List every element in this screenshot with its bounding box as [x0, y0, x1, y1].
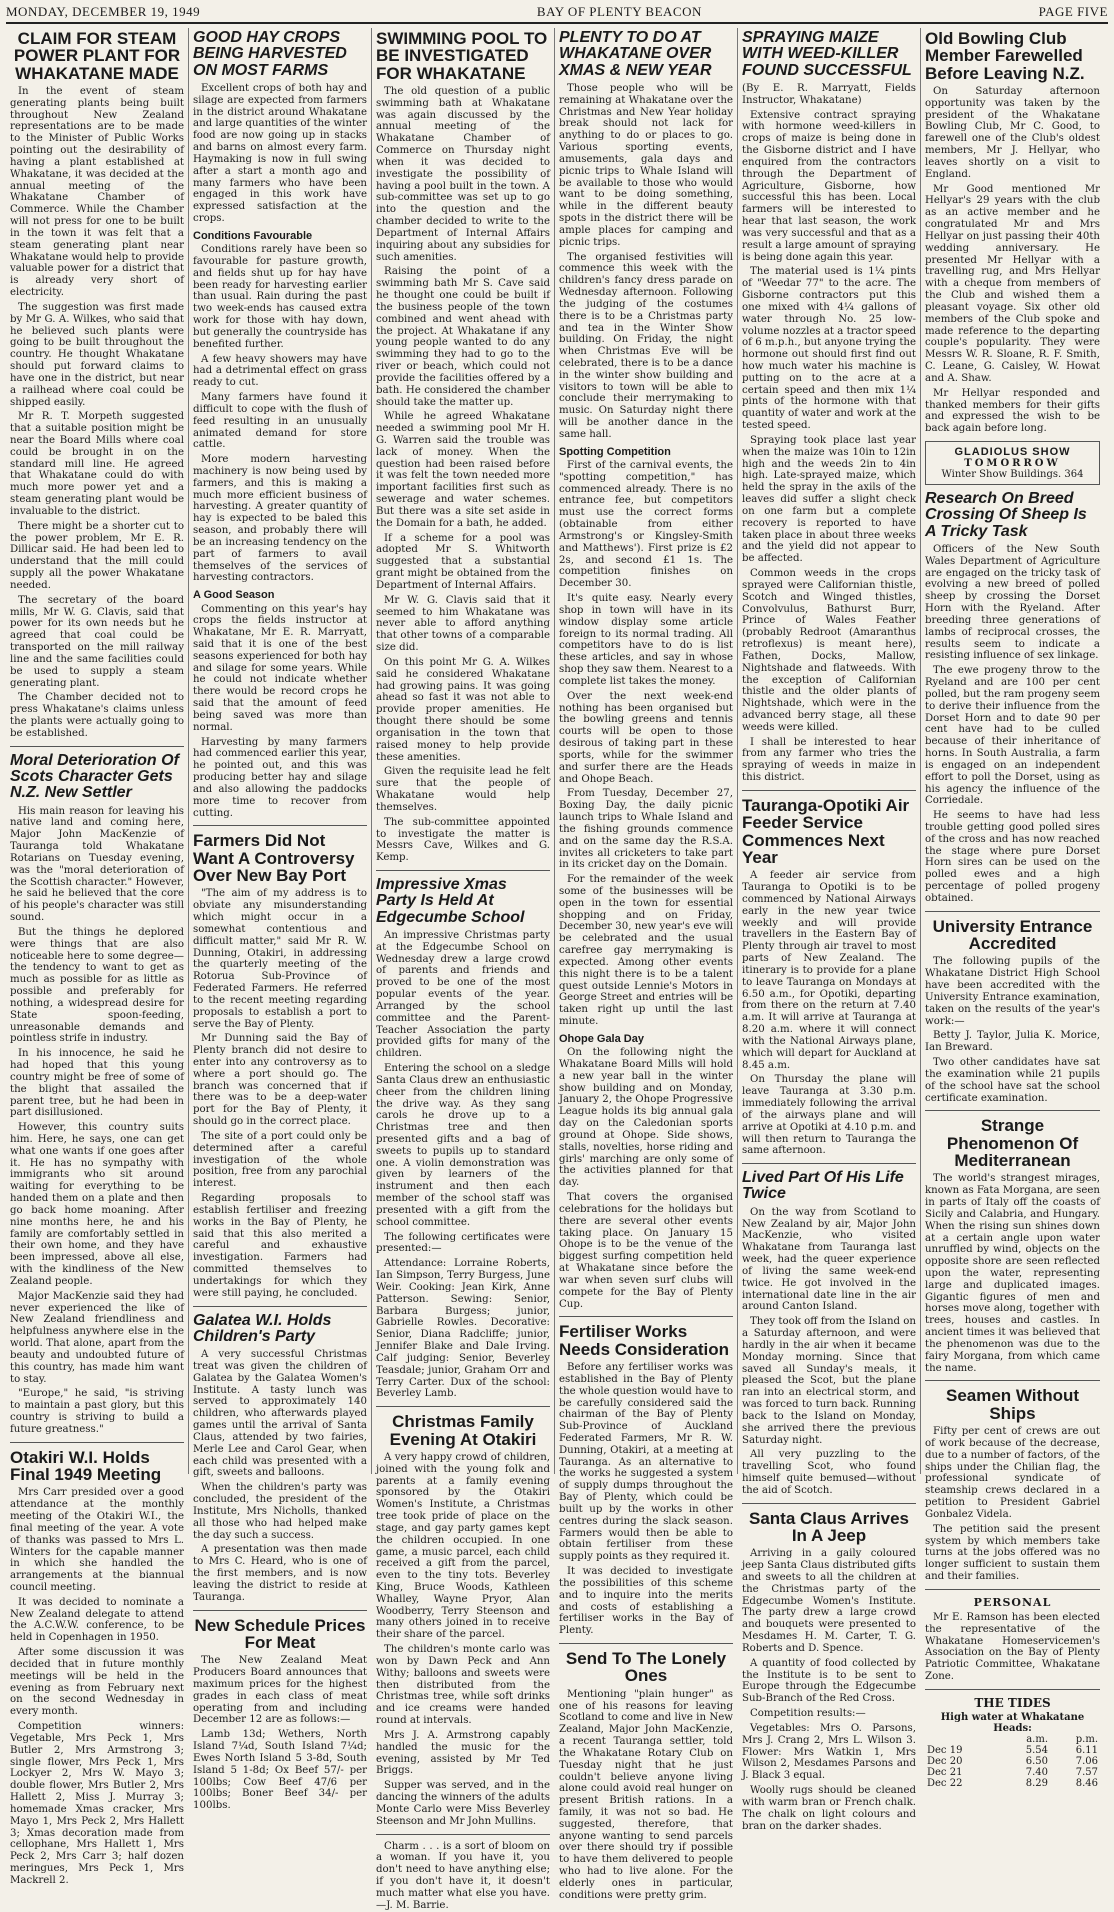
divider: [742, 1503, 916, 1504]
paragraph: The secretary of the board mills, Mr W. G. Clavis, said that power for its own needs but he agreed that coal could be transported on the mill railway line and the same facilities could be used to supply a steam generating plant.: [10, 594, 184, 689]
paragraph: Common weeds in the crops sprayed were Californian thistle, Scotch and Winged thistles, Convolvulus, Bathurst Burr, Prince of Wales Feather (probably Redroot (Amaranthus retroflexus) is meant here), Fathen, Docks, Mallow, Nightshade and flatweeds. With the exception of Californian thistle and the older plants of Nightshade, which were in the advanced berry stage, all these weeds were killed.: [742, 568, 916, 733]
paragraph: Harvesting by many farmers had commenced earlier this year, he pointed out, and this was producing better hay and silage and also allowing the paddocks more time to recover from cutting.: [193, 736, 367, 819]
paragraph: His main reason for leaving his native land and coming here, Major John MacKenzie of Tauranga told Whakatane Rotarians on Tuesday evening, was the "moral deterioration of the Scottish character." However, he said he believed that the core of his people's character was still sound.: [10, 805, 184, 924]
paragraph: The following pupils of the Whakatane District High School have been accredited with the University Entrance examination, taken on the results of the year's work:—: [925, 956, 1100, 1027]
divider: [193, 1610, 367, 1611]
tide-pm: 6.11: [1075, 1744, 1098, 1756]
paragraph: From Tuesday, December 27, Boxing Day, the daily picnic launch trips to Whale Island and the fishing grounds commence and on the same day the R.S.A. invites all cricketers to take part in its cricket day on the Domain.: [559, 788, 733, 871]
paragraph: Mr W. G. Clavis said that it seemed to him Whakatane was never able to afford anything that other towns of a comparable size did.: [376, 594, 550, 654]
gladiolus-show-notice: [925, 441, 1100, 485]
paragraph: Mr Good mentioned Mr Hellyar's 29 years with the club as an active member and he congratulated Mr and Mrs Hellyar on just passing their 40th wedding anniversary. He presented Mr Hellyar with a travelling rug, and Mrs Hellyar with a cheque from members of the Club and wished them a pleasant voyage. Six other old members of the Club spoke and made reference to the departing couple's popularity. They were Messrs W. R. Sloane, R. F. Smith, C. Leane, G. Caisley, W. Howat and A. Shaw.: [925, 183, 1100, 384]
article-otakiri-wi: [10, 1449, 184, 1887]
paragraph: They took off from the Island on a Saturday afternoon, and were hardly in the air when it became Monday morning. Since that saved all Sunday's meals, it pleased the Scot, but the plane ran into an electrical storm, and was forced to turn back. Running back to the Island on Monday, she arrived there the previous Saturday night.: [742, 1316, 916, 1446]
paragraph: If a scheme for a pool was adopted Mr S. Whitworth suggested that a substantial grant might be obtained from the Department of Internal Affairs.: [376, 532, 550, 591]
article-edgecumbe-party: [376, 877, 550, 1400]
headline: Lived Part Of His Life Twice: [742, 1169, 904, 1203]
headline: Fertiliser Works Needs Consideration: [559, 1322, 730, 1359]
article-plenty-to-do: [559, 30, 733, 1310]
article-steam-power: [10, 30, 184, 740]
masthead: [6, 2, 1108, 24]
paragraph: Mr Hellyar responded and thanked members for their gifts and expressed the wish to be back again before long.: [925, 387, 1100, 435]
paragraph: On the following night the Whakatane Board Mills will hold a new year ball in the winter show building and on Monday, January 2, the Ohope Progressive League holds its big annual gala day on the Caledonian sports ground at Ohope. Side shows, stalls, novelties, horse riding and girls' marching are only some of the activities planned for that day.: [559, 1047, 733, 1189]
tide-pm: 8.46: [1075, 1777, 1098, 1789]
paragraph: Competition results:—: [750, 1708, 866, 1720]
paragraph: In the event of steam generating plants being built throughout New Zealand representations are to be made to the Minister of Public Works pointing out the desirability of having a plant established at Whakatane, it was decided at the annual meeting of the Whakatane Chamber of Commerce. While the Chamber will not press for one to be built in the town it was felt that a steam generating plant near Whakatane would help to provide valuable power for a district that is already very short of electricity.: [10, 85, 184, 299]
headline: Old Bowling Club Member Farewelled Before Leaving N.Z.: [925, 29, 1085, 83]
table-row: [925, 1767, 1100, 1778]
headline: Tauranga-Opotiki Air Feeder Service Commences Next Year: [742, 795, 910, 867]
paragraph: On the way from Scotland to New Zealand by air, Major John MacKenzie, who visited Whakatane from Tauranga last week, had the queer experience of living the same week-end twice. He got involved in the international date line in the air around Canton Island.: [742, 1206, 916, 1313]
article-mirage: [925, 1117, 1100, 1374]
paragraph: The petition said the present system by which members take turns at the jobs offered was no longer sufficient to sustain them and their families.: [925, 1523, 1100, 1583]
paper-name: BAY OF PLENTY BEACON: [536, 4, 702, 19]
paragraph: It was decided to nominate a New Zealand delegate to attend the A.C.W.W. conference, to be held in Copenhagen in 1950.: [10, 1596, 184, 1644]
paragraph: He seems to have had less trouble getting good polled sires of the cross and has now reached the stage where pure Dorset Horn sires can be used on the polled ewes and a high percentage of polled progeny obtained.: [925, 810, 1100, 904]
headline: Send To The Lonely Ones: [565, 1649, 727, 1686]
paragraph: Mr R. T. Morpeth suggested that a suitable position might be near the Board Mills where coal could be brought in on the standard mill line. He agreed that Whakatane could do with much more power yet and a steam generating plant would be invaluable to the district.: [10, 411, 184, 517]
paragraph: The New Zealand Meat Producers Board announces that maximum prices for the highest grades in each class of meat operating from and including December 12 are as follows:—: [193, 1655, 367, 1726]
column-3: [372, 28, 555, 1911]
column-4: [555, 28, 738, 1901]
headline: New Schedule Prices For Meat: [194, 1615, 366, 1652]
paragraph: On this point Mr G. A. Wilkes said he considered Whakatane had growing pains. It was going ahead so fast it was not able to provide proper amenities. He thought there should be some organisation in the town that raised money to help provide these amenities.: [376, 656, 550, 763]
headline: Galatea W.I. Holds Children's Party: [193, 1311, 332, 1345]
column-5: [738, 28, 921, 1832]
paragraph: First of the carnival events, the "spotting competition," has commenced already. There is no entrance fee, but competitors must use the correct forms (obtainable from either Armstrong's or Kingsley-Smith and Matthews'). First prize is £2 2s, and second £1 1s. The competition finishes on December 30.: [559, 460, 733, 590]
headline: Christmas Family Evening At Otakiri: [389, 1412, 537, 1449]
paragraph: Commenting on this year's hay crops the fields instructor at Whakatane, Mr E. R. Marryatt, said that it is one of the best seasons experienced for both hay and silage for some years. While he could not indicate whether there would be record crops he said that the amount of feed being saved was more than normal.: [193, 603, 367, 733]
headline: Strange Phenomenon Of Mediterranean: [946, 1116, 1079, 1171]
divider: [925, 1110, 1100, 1111]
paragraph: In his innocence, he said he had hoped that this young country might be free of some of the blight that assailed the parent tree, but he had been in part disillusioned.: [10, 1048, 184, 1119]
headline: SPRAYING MAIZE WITH WEED-KILLER FOUND SUCCESSFUL: [742, 29, 912, 79]
paragraph: A very successful Christmas treat was given the children of Galatea by the Galatea Women's Institute. A tasty lunch was served to approximately 140 children, who afterwards played games until the arrival of Santa Claus, attended by two fairies, Merle Lee and Carol Gear, when each child was presented with a gift, sweets and balloons.: [193, 1349, 367, 1479]
divider: [925, 911, 1100, 912]
paragraph: However, this country suits him. Here, he says, one can get what one wants if one goes after it. He has no sympathy with immigrants who sit around waiting for everything to be handed them on a plate and then go back home moaning. After nine months here, he and his family are comfortably settled in their own home, and they have been impressed, above all else, with the kindliness of the New Zealand people.: [10, 1122, 184, 1287]
paragraph: Mentioning "plain hunger" as one of his reasons for leaving Scotland to come and live in New Zealand, Major John MacKenzie, a recent Tauranga settler, told the Whakatane Rotary Club on Tuesday night that he just couldn't believe anyone living alone could avoid real hunger on present British rations. In a family, it was not so bad. He suggested, therefore, that anyone wanting to send parcels over there should try if possible to have them delivered to people who had to live alone. For the elderly ones in particular, conditions were pretty grim.: [559, 1688, 733, 1901]
notice-when: TOMORROW: [964, 458, 1061, 469]
divider: [925, 1380, 1100, 1381]
tide-am: 8.29: [1025, 1777, 1049, 1789]
tide-pm: 7.06: [1075, 1755, 1098, 1767]
divider: [10, 1442, 184, 1443]
article-air-service: [742, 797, 916, 1157]
divider: [376, 1834, 550, 1835]
paragraph: Vegetables: Mrs O. Parsons, Mrs J. Crang 2, Mrs L. Wilson 3. Flower: Mrs Watkin 1, Mrs Wilson 2, Mesdames Parsons and J. Black 3 equal.: [742, 1722, 916, 1782]
subheading: Conditions Favourable: [193, 229, 313, 242]
am-header: a.m.: [1026, 1733, 1049, 1745]
notice-title: GLADIOLUS SHOW: [954, 446, 1071, 458]
tides-header: [925, 1734, 1100, 1745]
paragraph: Lamb 13d; Wethers, North Island 7¼d, South Island 7¼d; Ewes North Island 5 3-8d, South Island 5 1-8d; Ox Beef 57/- per 100lbs; Cow Beef 47/6 per 100lbs; Boner Beef 34/- per 100lbs.: [193, 1729, 367, 1812]
tides-note: High water at Whakatane Heads:: [940, 1711, 1085, 1734]
divider: [742, 1163, 916, 1164]
headline: Farmers Did Not Want A Controversy Over New Bay Port: [193, 831, 355, 886]
headline: Otakiri W.I. Holds Final 1949 Meeting: [10, 1447, 162, 1485]
article-otakiri-evening: [376, 1413, 550, 1911]
article-lived-twice: [742, 1170, 916, 1497]
article-spraying-maize: [742, 30, 916, 784]
tide-pm: 7.57: [1075, 1766, 1098, 1778]
article-santa-jeep: [742, 1510, 916, 1833]
paragraph: Two other candidates have sat the examination while 21 pupils of the school have sat the school certificate examination.: [925, 1057, 1100, 1104]
headline: CLAIM FOR STEAM POWER PLANT FOR WHAKATANE MADE: [13, 29, 181, 83]
paragraph: The following certificates were presented:—: [376, 1231, 550, 1255]
paragraph: For the remainder of the week some of the businesses will be open in the town for essential shopping and on Friday, December 30, new year's eve will be celebrated and the usual carefree gay merrymaking is expected. Among other events this night there is to be a talent quest outside Lennie's Motors in George Street and entries will be taken right up until the last minute.: [559, 874, 733, 1028]
tide-am: 7.40: [1025, 1766, 1049, 1778]
subheading: Spotting Competition: [559, 445, 671, 458]
quote-filler: Charm . . . is a sort of bloom on a woman. If you have it, you don't need to have anything else; if you don't have it, it doesn't much matter what else you have.—J. M. Barrie.: [376, 1840, 550, 1911]
tides-table: [925, 1696, 1100, 1789]
paragraph: That covers the organised celebrations for the holidays but there are several other events taking place. On January 15 Ohope is to be the venue of the biggest surfing competition held at Whakatane since before the war when seven surf clubs will compete for the Bay of Plenty Cup.: [559, 1192, 733, 1310]
tide-am: 5.54: [1025, 1744, 1049, 1756]
paragraph: Major MacKenzie said they had never experienced the like of New Zealand friendliness and helpfulness anywhere else in the world. That alone, apart from the beauty and undoubted future of this country, has made him want to stay.: [10, 1290, 184, 1385]
paragraph: Many farmers have found it difficult to cope with the flush of feed resulting in an unusually animated demand for store cattle.: [193, 392, 367, 451]
issue-date: MONDAY, DECEMBER 19, 1949: [6, 4, 201, 19]
article-fertiliser-works: [559, 1323, 733, 1637]
article-bowling-club: [925, 30, 1100, 435]
paragraph: The children's monte carlo was won by Dawn Peck and Ann Withy; balloons and sweets were then distributed from the Christmas tree, while soft drinks and ice creams were handed round at intervals.: [376, 1644, 550, 1727]
page-number: PAGE FIVE: [1038, 4, 1108, 19]
filler-tip: Woolly rugs should be cleaned with warm bran or French chalk. The chalk on light colours and bran on the darker shades.: [742, 1785, 916, 1832]
paragraph: Mrs Carr presided over a good attendance at the monthly meeting of the Otakiri W.I., the final meeting of the year. A vote of thanks was passed to Mrs L. Winters for the capable manner in which she handled the arrangements at the biannual council meeting.: [10, 1487, 184, 1593]
paragraph: The old question of a public swimming bath at Whakatane was again discussed by the annual meeting of the Whakatane Chamber of Commerce on Thursday night when it was decided to investigate the possibility of having a pool built in the town. A sub-committee was set up to go into the question and the chamber decided to write to the Department of Internal Affairs inquiring about any subsidies for such amenities.: [376, 85, 550, 263]
paragraph: The material used is 1¼ pints of "Weedar 77" to the acre. The Gisborne contractors put this one mixed with 4¼ gallons of water through No. 25 low-volume nozzles at a tractor speed of 6 m.p.h., but anyone trying the hormone out should first find out how much water his machine is putting on to the acre at a certain speed and then mix 1¼ pints of the hormone with that quantity of water and work at the tested speed.: [742, 266, 916, 432]
tide-date: Dec 21: [927, 1766, 963, 1778]
divider: [193, 825, 367, 826]
article-bay-port: [193, 832, 367, 1299]
paragraph: Those people who will be remaining at Whakatane over the Christmas and New Year holiday break should not lack for anything to do or places to go. Various sporting events, amusements, gala days and picnic trips to Whale Island will be available to those who would want to be doing something, while in the different beauty spots in the district there will be ample places for camping and picnic trips.: [559, 82, 733, 248]
tides-grid: [925, 1734, 1100, 1789]
divider: [925, 1689, 1100, 1690]
headline: Impressive Xmas Party Is Held At Edgecumbe School: [376, 875, 525, 926]
article-sheep-breeding: [925, 491, 1100, 905]
paragraph: Excellent crops of both hay and silage are expected from farmers in the district around Whakatane and large quantities of the winter food are now going up in stacks and barns on almost every farm. Haymaking is now in full swing after a start a month ago and many farmers who have been engaged in this work have expressed satisfaction at the crops.: [193, 82, 367, 225]
paragraph: Raising the point of a swimming bath Mr S. Cave said he thought one could be built if the business people of the town combined and went ahead with the project. At Whakatane if any young people wanted to do any swimming they had to go to the river or beach, which could not provide the facilities offered by a bath. He considered the chamber should take the matter up.: [376, 266, 550, 408]
article-hay-crops: [193, 30, 367, 819]
headline: University Entrance Accredited: [932, 916, 1093, 954]
headline: Santa Claus Arrives In A Jeep: [749, 1508, 909, 1545]
paragraph: The Chamber decided not to press Whakatane's claims unless the plants were actually going to be established.: [10, 692, 184, 739]
tides-title: THE TIDES: [974, 1695, 1051, 1710]
headline: GOOD HAY CROPS BEING HARVESTED ON MOST FARMS: [193, 29, 347, 79]
article-galatea-wi: [193, 1313, 367, 1604]
paragraph: Conditions rarely have been so favourable for pasture growth, and fields shut up for hay have been ready for harvesting earlier than usual. Rain during the past two week-ends has caused extra work for those with hay down, but generally the countryside has benefited further.: [193, 244, 367, 350]
paragraph: Mrs J. A. Armstrong capably handled the music for the evening, assisted by Mr Ted Briggs.: [376, 1729, 550, 1777]
article-moral-deterioration: [10, 753, 184, 1436]
paragraph: Betty J. Taylor, Julia K. Morice, Ian Breward.: [925, 1030, 1100, 1054]
divider: [376, 870, 550, 871]
paragraph: An impressive Christmas party at the Edgecumbe School on Wednesday drew a large crowd of parents and friends and proved to be one of the most popular events of the year. Arranged by the school committee and the Parent-Teacher Association the party provided gifts for many of the children.: [376, 929, 550, 1060]
paragraph: Arriving in a gaily coloured jeep Santa Claus distributed gifts and sweets to all the children at the Christmas party of the Edgecumbe Women's Institute. The party drew a large crowd and bouquets were presented to Mesdames H. M. Carter, T. G. Roberts and D. Spence.: [742, 1548, 916, 1654]
column-6: [921, 28, 1104, 1789]
divider: [193, 1306, 367, 1307]
tide-date: Dec 22: [927, 1777, 963, 1789]
divider: [925, 1589, 1100, 1590]
paragraph: When the children's party was concluded, the president of the Institute, Mrs Nicholls, thanked all those who had helped make the day such a success.: [193, 1482, 367, 1541]
paragraph: More modern harvesting machinery is now being used by farmers, and this is making a much more efficient business of harvesting. A greater quantity of hay is expected to be baled this season, and probably there will be an increasing tendency on the part of farmers to avail themselves of the services of harvesting contractors.: [193, 454, 367, 584]
paragraph: Mr Dunning said the Bay of Plenty branch did not desire to enter into any controversy as to where a port should go. The branch was concerned that if there was to be a deep-water port for the Bay of Plenty, it should go in the correct place.: [193, 1033, 367, 1128]
personal-section: [925, 1596, 1100, 1683]
paragraph: The site of a port could only be determined after a careful investigation of the whole position, free from any parochial interest.: [193, 1130, 367, 1190]
paragraph: While he agreed Whakatane needed a swimming pool Mr H. G. Warren said the trouble was lack of money. When the question had been raised before it was felt the town needed more important facilities first such as sewerage and water schemes. But there was a site set aside in the Domain for a bath, he added.: [376, 411, 550, 529]
paragraph: After some discussion it was decided that in future monthly meetings will be held in the evening as from February next on the second Wednesday in every month.: [10, 1647, 184, 1718]
divider: [376, 1406, 550, 1407]
paragraph: I shall be interested to hear from any farmer who tries the spraying of weeds in maize in this district.: [742, 736, 916, 784]
tide-am: 6.50: [1025, 1755, 1049, 1767]
paragraph: The ewe progeny throw to the Ryeland and are 100 per cent polled, but the ram progeny seem to derive their influence from the Dorset Horn and to date 90 per cent have had to be culled because of their inheritance of horns. In South Australia, a farm is engaged on an independent effort to poll the Dorset, using as his agency the influence of the Corriedale.: [925, 665, 1100, 807]
paragraph: Over the next week-end nothing has been organised but the bowling greens and tennis courts will be open to those desirous of taking part in these sports, while for the swimmer and surfer there are the Heads and Ohope Beach.: [559, 690, 733, 785]
paragraph: Competition winners: Vegetable, Mrs Peck 1, Mrs Butler 2, Mrs Armstrong 3; single flower, Mrs Peck 1, Mrs Lockyer 2, Mrs W. Mayo 3; double flower, Mrs Butler 2, Mrs Hallett 2, Miss J. Murray 3; homemade Xmas cracker, Mrs Mayo 1, Mrs Peck 2, Mrs Hallett 3; Xmas decoration made from cellophane, Mrs Hallett 1, Mrs Peck 2, Mrs Carr 3; half dozen meringues, Mrs Peck 1, Mrs Mackrell 2.: [10, 1721, 184, 1886]
table-row: [925, 1745, 1100, 1756]
tide-date: Dec 19: [927, 1744, 963, 1756]
column-1: [6, 28, 189, 1886]
subheading: A Good Season: [193, 589, 275, 602]
headline: Seamen Without Ships: [945, 1386, 1080, 1423]
pm-header: p.m.: [1075, 1733, 1098, 1745]
headline: Research On Breed Crossing Of Sheep Is A Tricky Task: [925, 490, 1087, 540]
paragraph: It's quite easy. Nearly every shop in town will have in its window display some article foreign to its normal trading. All competitors have to do is list these articles, and say in whose shop they saw them. Nearest to a complete list takes the money.: [559, 593, 733, 687]
article-swimming-pool: [376, 30, 550, 864]
article-meat-prices: [193, 1617, 367, 1812]
divider: [559, 1316, 733, 1317]
divider: [742, 790, 916, 791]
paragraph: Before any fertiliser works was established in the Bay of Plenty the whole question would have to be carefully considered said the chairman of the Bay of Plenty Sub-Province of Auckland Federated Farmers, Mr R. W. Dunning, Otakiri, at a meeting at Tauranga. As an alternative to the works he suggested a system of supply dumps throughout the Bay of Plenty, which could be built up by the works in other centres during the slack season. Farmers would then be able to obtain fertiliser from these supply points as they required it.: [559, 1362, 733, 1563]
columns: [6, 28, 1108, 1911]
paragraph: A presentation was then made to Mrs C. Heard, who is one of the first members, and is now leaving the district to reside at Tauranga.: [193, 1544, 367, 1603]
column-2: [189, 28, 372, 1812]
paragraph: A very happy crowd of children, joined with the young folk and parents at a family evening sponsored by the Otakiri Women's Institute, a Christmas tree took pride of place on the stage, and gay party games kept the children occupied. In one game, a music parcel, each child received a gift from the parcel, even to the tiny tots. Beverley King, Bruce Woods, Kathleen Whalley, Wayne Pryor, Alan Woodberry, Terry Steenson and many others joined in to receive their share of the parcel.: [376, 1451, 550, 1641]
article-lonely-ones: [559, 1650, 733, 1902]
paragraph: Mr E. Ramson has been elected the representative of the Whakatane Homeservicemen's Association on the Bay of Plenty Patriotic Committee, Whakatane Zone.: [925, 1611, 1100, 1682]
paragraph: A feeder air service from Tauranga to Opotiki is to be commenced by National Airways early in the new year twice weekly and will provide travellers in the Eastern Bay of Plenty through air travel to most parts of New Zealand. The itinerary is to provide for a plane to leave Tauranga on Mondays at 6.50 a.m., for Opotiki, departing from there on the return at 7.40 a.m. It will arrive at Tauranga at 8.20 a.m. where it will connect with the National Airways plane, which will depart for Auckland at 8.45 a.m.: [742, 870, 916, 1071]
paragraph: The world's strangest mirages, known as Fata Morgana, are seen in parts of Italy off the coasts of Sicily and Calabria, and Hungary. When the rising sun shines down at a certain angle upon water unruffled by wind, objects on the opposite shore are seen reflected upon the water, representing large and duplicated images. Gigantic figures of men and horses move along, together with trees, houses and castles. In ancient times it was believed that the phenomenon was due to the fairy Morgana, from which came the name.: [925, 1173, 1100, 1374]
paragraph: The suggestion was first made by Mr G. A. Wilkes, who said that he believed such plants were going to be built throughout the country. He thought Whakatane should put forward claims to have one in the district, but near a railhead where coal could be shipped easily.: [10, 301, 184, 408]
headline: Moral Deterioration Of Scots Character Gets N.Z. New Settler: [10, 751, 179, 802]
paragraph: A few heavy showers may have had a detrimental effect on grass ready to cut.: [193, 353, 367, 389]
tide-date: Dec 20: [927, 1755, 963, 1767]
paragraph: On Saturday afternoon opportunity was taken by the president of the Whakatane Bowling Club, Mr C. Good, to farewell one of the Club's oldest members, Mr J. Hellyar, who leaves shortly on a visit to England.: [925, 85, 1100, 180]
divider: [559, 1643, 733, 1644]
paragraph: Extensive contract spraying with hormone weed-killers in crops of maize is being done in the Gisborne district and I have enquired from the contractors through the Department of Agriculture, Gisborne, how successful this has been. Local farmers will be interested to hear that last season, the work was very successful and that as a result a large amount of spraying is being done again this year.: [742, 109, 916, 263]
article-university-entrance: [925, 918, 1100, 1105]
paragraph: It was decided to investigate the possibilities of this scheme and to inquire into the merits and costs of establishing a fertiliser works in the Bay of Plenty.: [559, 1566, 733, 1637]
paragraph: Officers of the New South Wales Department of Agriculture are engaged on the tricky task of evolving a new breed of polled sheep by crossing the Dorset Horn with the Ryeland. After breeding three generations of lambs of reciprocal crosses, the results seem to indicate a resisting influence of sex linkage.: [925, 543, 1100, 662]
paragraph: There might be a shorter cut to the power problem, Mr E. R. Dillicar said. He had been led to understand that the mill could supply all the power Whakatane needed.: [10, 520, 184, 591]
paragraph: On Thursday the plane will leave Tauranga at 3.30 p.m. immediately following the arrival of the airways plane and will arrive at Opotiki at 4.10 p.m. and will then return to Tauranga the same afternoon.: [742, 1074, 916, 1157]
paragraph: "Europe," he said, "is striving to maintain a past glory, but this country is striving to build a future greatness.": [10, 1388, 184, 1435]
paragraph: Regarding proposals to establish fertiliser and freezing works in the Bay of Plenty, he said that this also merited a careful and exhaustive investigation. Farmers had committed themselves to undertakings for which they were still paying, he concluded.: [193, 1193, 367, 1299]
byline: (By E. R. Marryatt, Fields Instructor, Whakatane): [742, 82, 916, 106]
paragraph: "The aim of my address is to obviate any misunderstanding which might occur in a somewhat contentious and difficult matter," said Mr R. W. Dunning, Otakiri, in addressing the quarterly meeting of the Rotorua Sub-Province of Federated Farmers. He referred to the recent meeting regarding proposals to establish a port to serve the Bay of Plenty.: [193, 888, 367, 1030]
table-row: [925, 1756, 1100, 1767]
paragraph: Fifty per cent of crews are out of work because of the decrease, due to a number of factors, of the ships under the Chilian flag, the professional syndicate of steamship crews declared in a petition to President Gabriel Gonbalez Videla.: [925, 1426, 1100, 1520]
paragraph: Given the requisite lead he felt sure that the people of Whakatane would help themselves.: [376, 766, 550, 813]
notice-where: Winter Show Buildings. 364: [941, 469, 1084, 480]
article-seamen: [925, 1387, 1100, 1582]
table-row: [925, 1778, 1100, 1789]
paragraph: But the things he deplored were things that are also noticeable here to some degree—the tendency to want to get as much as possible for as little as possible and preferably for nothing, a widespread desire for State spoon-feeding, unreasonable demands and pointless strife in industry.: [10, 926, 184, 1045]
divider: [10, 746, 184, 747]
headline: PLENTY TO DO AT WHAKATANE OVER XMAS & NEW YEAR: [559, 29, 712, 79]
paragraph: Spraying took place last year when the maize was 10in to 12in high and the weeds 2in to 4in high. Late-sprayed maize, which held the spray in the axils of the leaves did suffer a slight check on one farm but a complete recovery is reported to have taken place in about three weeks and the yield did not appear to be affected.: [742, 434, 916, 565]
paragraph: All very puzzling to the travelling Scot, who found himself quite bemused—without the aid of Scotch.: [742, 1449, 916, 1496]
section-title: PERSONAL: [973, 1595, 1052, 1609]
paragraph: The organised festivities will commence this week with the children's fancy dress parade on Wednesday afternoon. Following the judging of the costumes there is to be a Christmas party and tea in the Winter Show building. On Friday, the night when Christmas Eve will be celebrated, there is to be a dance in the winter show building and visitors to town will be able to conclude their merrymaking to music. On Saturday night there will be another dance in the same hall.: [559, 251, 733, 440]
paragraph: The sub-committee appointed to investigate the matter is Messrs Cave, Wilkes and G. Kemp.: [376, 816, 550, 864]
paragraph: Attendance: Lorraine Roberts, Ian Simpson, Terry Burgess, June Weir. Cooking: Jean Kirk, Anne Patterson. Sewing: Senior, Barbara Burgess; junior, Gabrielle Rowles. Decorative: Senior, Diana Radcliffe; junior, Jennifer Blake and Dale Irving. Calf judging: Senior, Beverley Teasdale; junior, Graham Orr and Terry Carter. Dux of the school: Beverley Lamb.: [376, 1258, 550, 1400]
paragraph: A quantity of food collected by the Institute is to be sent to Europe through the Edgecumbe Sub-Branch of the Red Cross.: [742, 1657, 916, 1705]
paragraph: Supper was served, and in the dancing the winners of the adults Monte Carlo were Miss Beverley Steenson and Mr John Mullins.: [376, 1780, 550, 1827]
paragraph: Entering the school on a sledge Santa Claus drew an enthusiastic cheer from the children lining the drive way. As they sang carols he drove up to a Christmas tree and then presented gifts and a bag of sweets to pupils up to standard one. A violin demonstration was given by learners of the instrument and then each member of the school staff was presented with a gift from the school committee.: [376, 1063, 550, 1228]
headline: SWIMMING POOL TO BE INVESTIGATED FOR WHAKATANE: [376, 29, 548, 83]
subheading: Ohope Gala Day: [559, 1032, 644, 1045]
